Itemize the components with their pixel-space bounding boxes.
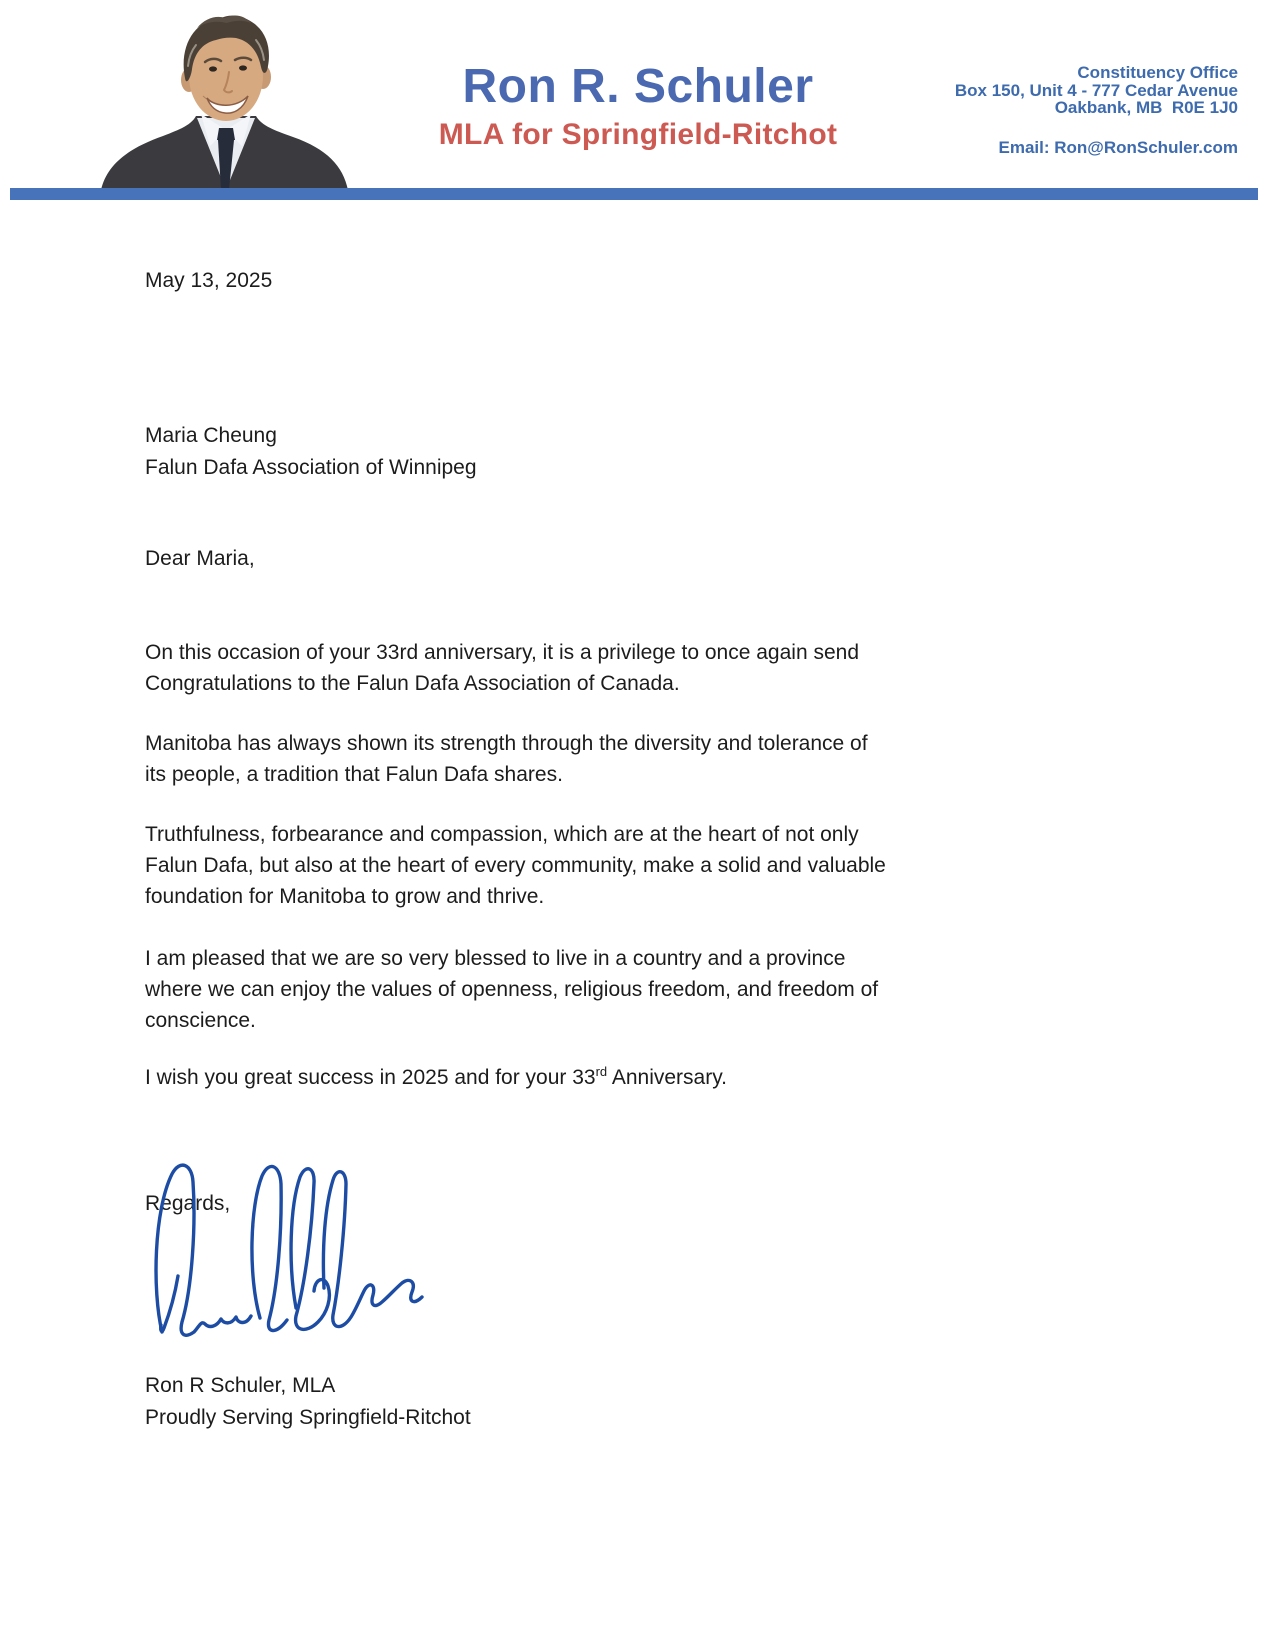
recipient-name: Maria Cheung xyxy=(145,424,277,447)
closing-prefix: I wish you great success in 2025 and for your 33 xyxy=(145,1066,596,1089)
paragraph-1-line-1: On this occasion of your 33rd anniversary, it is a privilege to once again send xyxy=(145,641,859,664)
office-email: Email: Ron@RonSchuler.com xyxy=(998,137,1238,157)
salutation: Dear Maria, xyxy=(145,547,255,570)
recipient-block xyxy=(145,420,477,484)
closing-suffix: Anniversary. xyxy=(607,1066,727,1089)
paragraph-4-line-2: where we can enjoy the values of openness, religious freedom, and freedom of xyxy=(145,978,879,1001)
paragraph-1-line-2: Congratulations to the Falun Dafa Association of Canada. xyxy=(145,672,680,695)
signature-block xyxy=(145,1370,471,1434)
recipient-organization: Falun Dafa Association of Winnipeg xyxy=(145,456,477,479)
paragraph-3-line-3: foundation for Manitoba to grow and thrive. xyxy=(145,885,545,908)
paragraph-4-line-3: conscience. xyxy=(145,1009,256,1032)
signature-handwritten xyxy=(148,1158,428,1356)
paragraph-3 xyxy=(145,819,886,912)
header-divider-bar xyxy=(10,188,1258,200)
paragraph-4 xyxy=(145,943,878,1036)
letter-date: May 13, 2025 xyxy=(145,269,273,292)
office-label: Constituency Office xyxy=(1077,63,1238,82)
signature-tagline: Proudly Serving Springfield-Ritchot xyxy=(145,1406,471,1429)
closing-ordinal-superscript: rd xyxy=(595,1064,608,1079)
constituency-office-block xyxy=(955,64,1238,156)
paragraph-1 xyxy=(145,637,859,699)
office-address-line1: Box 150, Unit 4 - 777 Cedar Avenue xyxy=(954,80,1238,100)
paragraph-3-line-2: Falun Dafa, but also at the heart of every community, make a solid and valuable xyxy=(145,854,886,877)
signoff: Regards, xyxy=(145,1192,231,1215)
letterhead-name-block xyxy=(388,60,888,152)
letterhead-title: MLA for Springfield-Ritchot xyxy=(438,118,838,151)
paragraph-2-line-1: Manitoba has always shown its strength through the diversity and tolerance of xyxy=(145,732,868,755)
letterhead-name: Ron R. Schuler xyxy=(462,60,814,113)
portrait-photo xyxy=(85,14,365,190)
closing-paragraph xyxy=(145,1062,727,1093)
paragraph-2 xyxy=(145,728,868,790)
office-address-line2: Oakbank, MB R0E 1J0 xyxy=(1054,98,1238,117)
paragraph-2-line-2: its people, a tradition that Falun Dafa shares. xyxy=(145,763,563,786)
signature-name: Ron R Schuler, MLA xyxy=(145,1374,336,1397)
paragraph-4-line-1: I am pleased that we are so very blessed to live in a country and a province xyxy=(145,947,846,970)
paragraph-3-line-1: Truthfulness, forbearance and compassion, which are at the heart of not only xyxy=(145,823,859,846)
